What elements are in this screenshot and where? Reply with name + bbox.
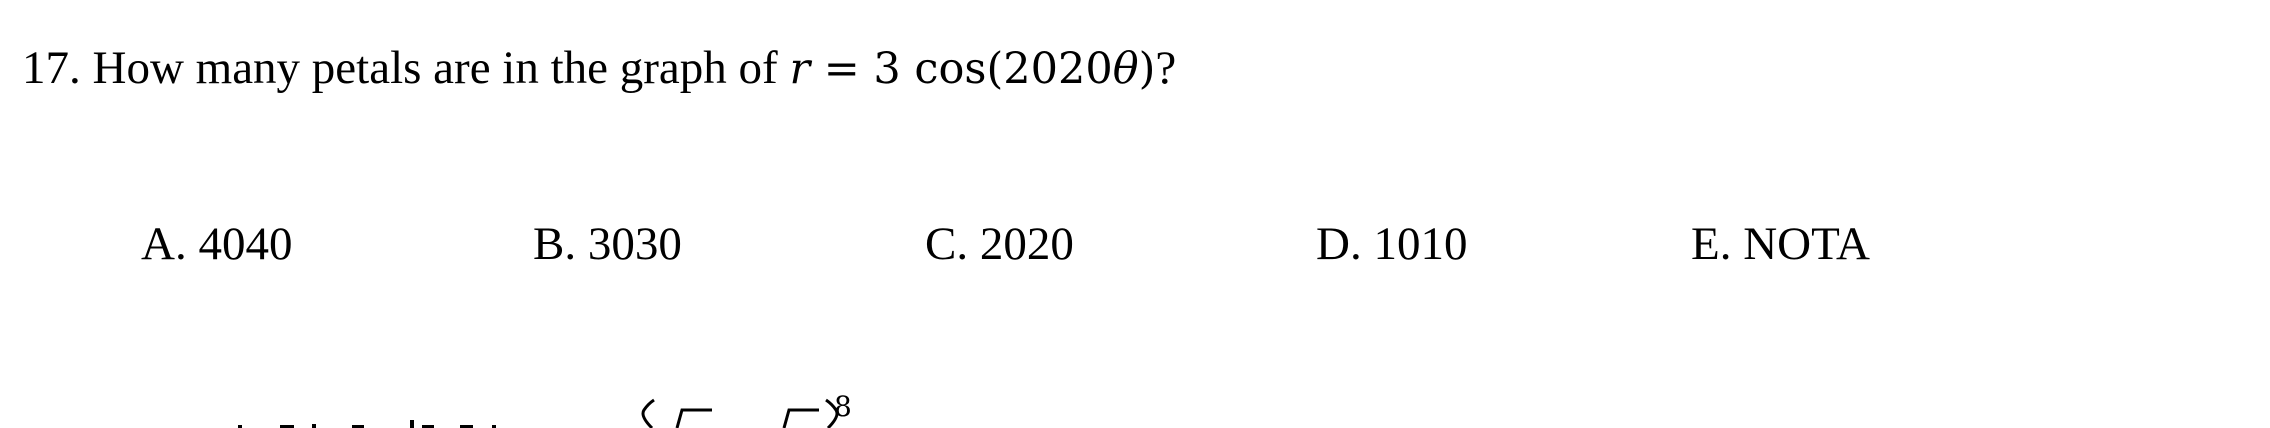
formula-argument-number: 2020 [1003,44,1113,94]
question-number: 17. [22,42,81,94]
choice-letter: D. [1316,218,1362,270]
next-question-exponent: 8 [834,392,852,423]
question-text: How many petals are in the graph of [92,42,778,94]
choice-b [533,214,682,274]
next-question-glyph-fragments [22,392,922,428]
formula-variable: r [789,44,811,94]
choice-value: 3030 [587,218,682,270]
choice-value: 1010 [1373,218,1468,270]
choice-value: 2020 [979,218,1074,270]
formula-open-paren: ( [986,44,1004,94]
choice-c [925,214,1074,274]
choice-letter: B. [533,218,577,270]
choice-letter: E. [1691,218,1732,270]
formula-function: cos [914,44,987,94]
formula-argument-variable: θ [1112,44,1139,94]
choice-a [141,214,292,274]
next-question-partial [22,392,922,428]
choice-letter: C. [925,218,969,270]
formula-coefficient: 3 [873,44,901,94]
formula-equals: = [823,44,860,94]
question-formula [789,44,1155,94]
question-end-mark: ? [1155,42,1177,94]
choice-value: NOTA [1743,218,1870,270]
formula-close-paren: ) [1138,44,1156,94]
choice-e [1691,214,1870,274]
choice-value: 4040 [198,218,293,270]
choice-d [1316,214,1467,274]
question-17 [22,38,1176,99]
choice-letter: A. [141,218,187,270]
